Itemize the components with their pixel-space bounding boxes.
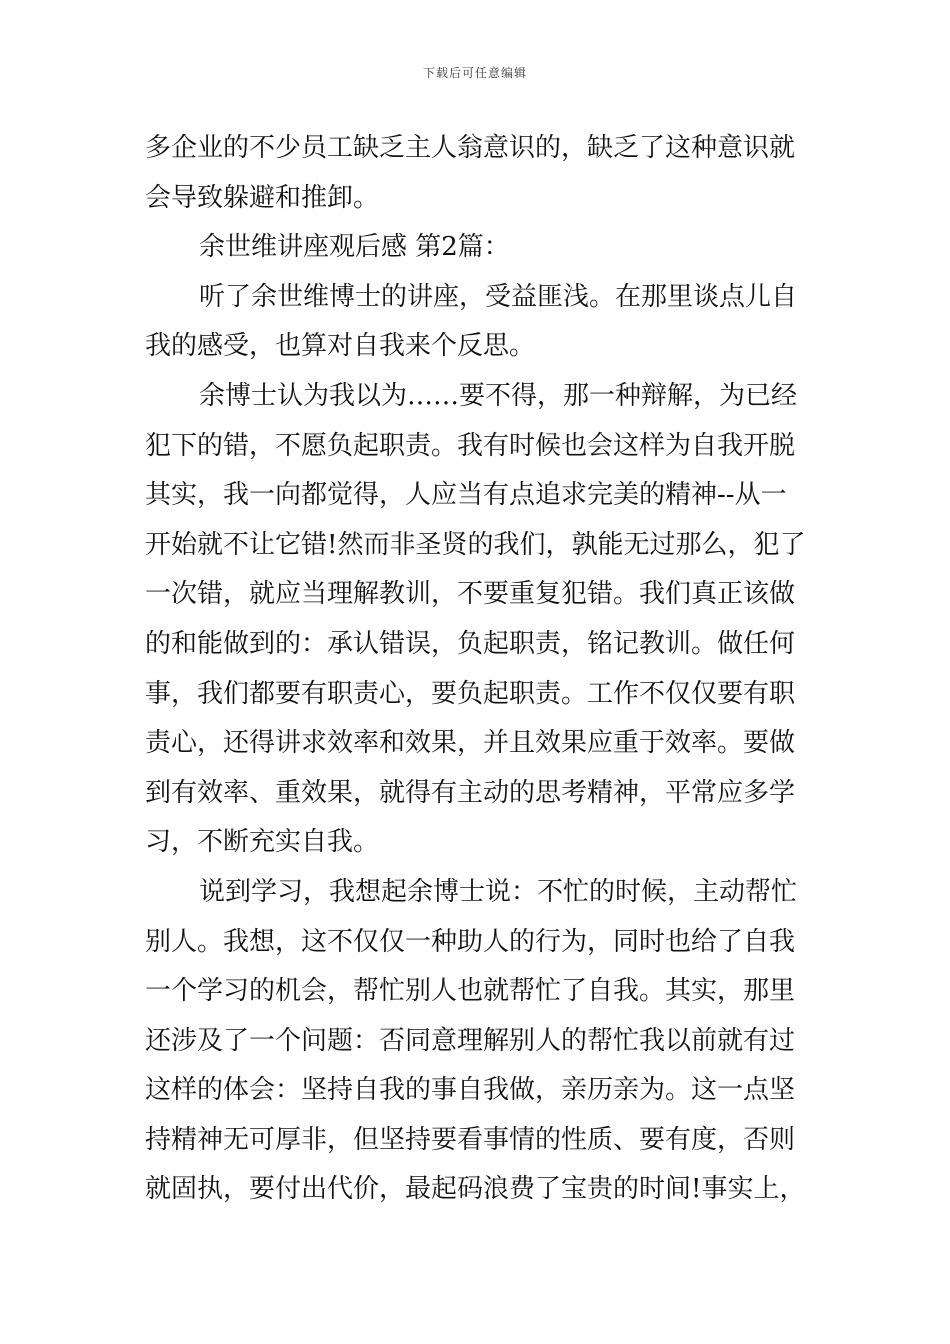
text-line: 的和能做到的：承认错误，负起职责，铭记教训。做任何	[145, 628, 796, 659]
text-line: 余博士认为我以为……要不得，那一种辩解，为已经	[199, 380, 798, 411]
text-line: 会导致躲避和推卸。	[145, 182, 380, 213]
text-line: 其实，我一向都觉得，人应当有点追求完美的精神--从一	[145, 480, 787, 511]
text-line: 我的感受，也算对自我来个反思。	[145, 331, 536, 362]
text-line: 还涉及了一个问题：否同意理解别人的帮忙我以前就有过	[145, 1025, 796, 1056]
page-header: 下载后可任意编辑	[422, 66, 527, 80]
text-line: 这样的体会：坚持自我的事自我做，亲历亲为。这一点坚	[145, 1075, 796, 1106]
text-line: 到有效率、重效果，就得有主动的思考精神，平常应多学	[145, 777, 796, 808]
text-line: 开始就不让它错!然而非圣贤的我们，孰能无过那么，犯了	[145, 529, 806, 560]
text-line: 多企业的不少员工缺乏主人翁意识的，缺乏了这种意识就	[145, 133, 796, 163]
text-line: 说到学习，我想起余博士说：不忙的时候，主动帮忙	[199, 876, 798, 907]
text-line: 持精神无可厚非，但坚持要看事情的性质、要有度，否则	[145, 1124, 796, 1155]
text-line: 犯下的错，不愿负起职责。我有时候也会这样为自我开脱	[145, 430, 796, 461]
text-line: 就固执，要付出代价，最起码浪费了宝贵的时间!事实上，	[145, 1174, 806, 1205]
text-line: 听了余世维博士的讲座，受益匪浅。在那里谈点儿自	[199, 281, 798, 312]
text-line: 别人。我想，这不仅仅一种助人的行为，同时也给了自我	[145, 926, 796, 957]
document-body	[145, 124, 809, 1215]
text-line: 一次错，就应当理解教训，不要重复犯错。我们真正该做	[145, 579, 796, 610]
text-line: 习，不断充实自我。	[145, 827, 380, 858]
section-heading: 余世维讲座观后感 第2篇：	[199, 232, 510, 263]
text-line: 一个学习的机会，帮忙别人也就帮忙了自我。其实，那里	[145, 976, 796, 1007]
text-line: 事，我们都要有职责心，要负起职责。工作不仅仅要有职	[145, 678, 796, 709]
text-line: 责心，还得讲求效率和效果，并且效果应重于效率。要做	[145, 728, 796, 759]
